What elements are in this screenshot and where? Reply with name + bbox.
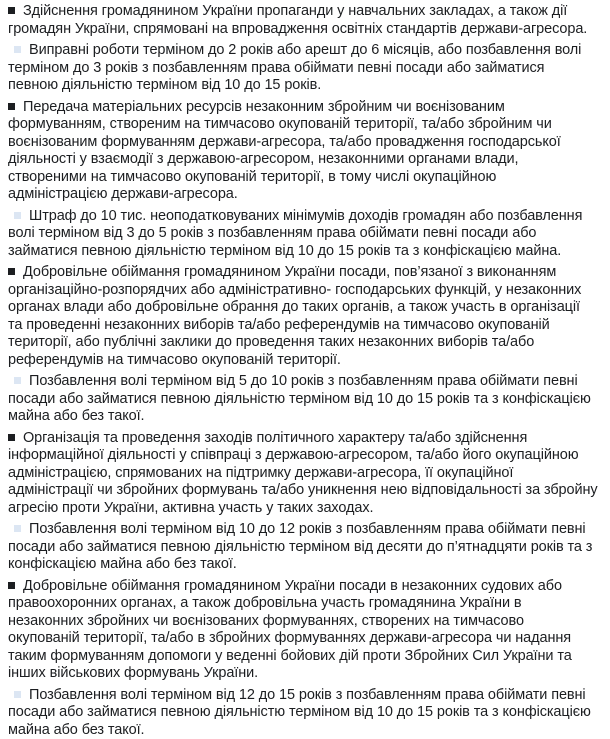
pale-blue-small-square-icon bbox=[14, 525, 21, 532]
list-item-penalty bbox=[8, 521, 598, 574]
paragraph-text: Штраф до 10 тис. неоподатковуваних мінімумів доходів громадян або позбавлення волі терміном від 3 до 5 років з позбавленням права обіймати певні посади або займатися певною діяльністю терміном від 10 до 15 років та з конфіскацією майна. bbox=[8, 208, 582, 259]
paragraph-text: Організація та проведення заходів політичного характеру та/або здійснення інформаційної діяльності у співпраці з державою-агресором, та/або його окупаційною адміністрацією, спрямованих на підтримку держави-агресора, її окупаційної адміністрації чи збройних формувань та/або уникнення нею відповідальності за збройну агресію проти України, активна участь у таких заходах. bbox=[8, 430, 598, 516]
list-item-offense bbox=[8, 578, 598, 683]
list-item-offense bbox=[8, 430, 598, 518]
list-item-penalty bbox=[8, 208, 598, 261]
list-item-offense bbox=[8, 264, 598, 369]
paragraph-text: Добровільне обіймання громадянином України посади в незаконних судових або правоохоронних органах, а також добровільна участь громадянина України в незаконних збройних чи воєнізованих формуваннях, створених на тимчасово окупованій території, та/або в збройних формуваннях держави-агресора чи надання таким формуванням допомоги у веденні бойових дій проти Збройних Сил України та інших військових формувань України. bbox=[8, 578, 572, 682]
paragraph-text: Позбавлення волі терміном від 5 до 10 років з позбавленням права обіймати певні посади або займатися певною діяльністю терміном від 10 до 15 років та з конфіскацією майна або без такої. bbox=[8, 373, 591, 424]
black-small-square-icon bbox=[8, 434, 15, 441]
list-item-penalty bbox=[8, 42, 598, 95]
black-small-square-icon bbox=[8, 103, 15, 110]
paragraph-text: Позбавлення волі терміном від 10 до 12 років з позбавленням права обіймати певні посади або займатися певною діяльністю терміном від десяти до п’ятнадцяти років та з конфіскацією майна або без такої. bbox=[8, 521, 592, 572]
black-small-square-icon bbox=[8, 268, 15, 275]
pale-blue-small-square-icon bbox=[14, 377, 21, 384]
pale-blue-small-square-icon bbox=[14, 46, 21, 53]
list-item-offense bbox=[8, 99, 598, 204]
black-small-square-icon bbox=[8, 582, 15, 589]
paragraph-text: Здійснення громадянином України пропаганди у навчальних закладах, а також дії громадян України, спрямовані на впровадження освітніх стандартів держави-агресора. bbox=[8, 3, 587, 37]
list-item-offense bbox=[8, 3, 598, 38]
list-item-penalty bbox=[8, 687, 598, 739]
pale-blue-small-square-icon bbox=[14, 691, 21, 698]
paragraph-text: Передача матеріальних ресурсів незаконним збройним чи воєнізованим формуванням, створеним на тимчасово окупованій території, та/або збройним чи воєнізованим формуванням держави-агресора, та/або провадження господарської діяльності у взаємодії з державою-агресором, незаконними органами влади, створеними на тимчасово окупованій території, в тому числі окупаційною адміністрацією держави-агресора. bbox=[8, 99, 561, 203]
black-small-square-icon bbox=[8, 7, 15, 14]
pale-blue-small-square-icon bbox=[14, 212, 21, 219]
list-item-penalty bbox=[8, 373, 598, 426]
paragraph-text: Позбавлення волі терміном від 12 до 15 років з позбавленням права обіймати певні посади або займатися певною діяльністю терміном від 10 до 15 років та з конфіскацією майна або без такої. bbox=[8, 687, 591, 738]
paragraph-text: Виправні роботи терміном до 2 років або арешт до 6 місяців, або позбавлення волі терміном до 3 років з позбавленням права обіймати певні посади або займатися певною діяльністю терміном від 10 до 15 років. bbox=[8, 42, 581, 93]
paragraph-text: Добровільне обіймання громадянином України посади, пов’язаної з виконанням організаційно-розпорядчих або адміністративно- господарських функцій, у незаконних органах влади або добровільне обрання до таких органів, а також участь в організації та проведенні незаконних виборів та/або референдумів на тимчасово окупованій території, або публічні заклики до проведення таких незаконних виборів та/або референдумів на тимчасово окупованій території. bbox=[8, 264, 581, 368]
